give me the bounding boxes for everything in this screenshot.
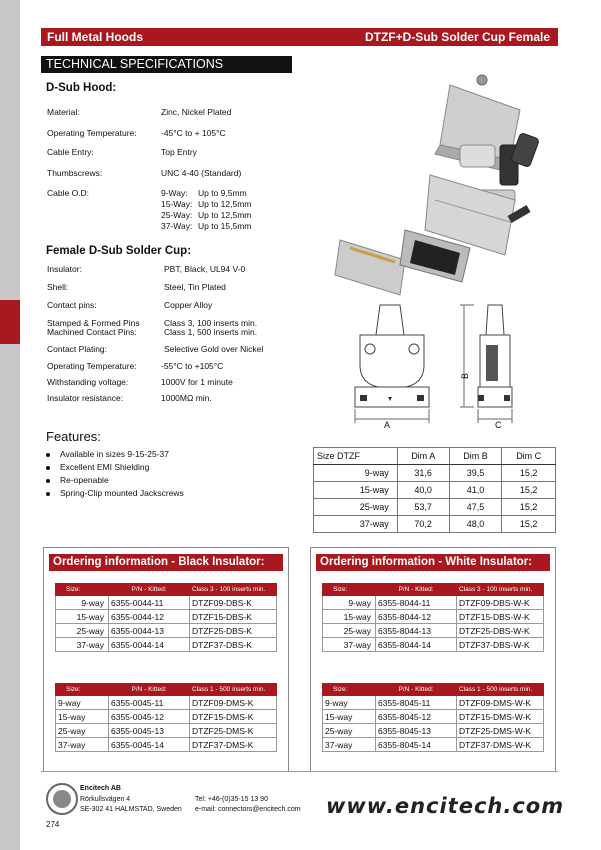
- table-cell: 31,6: [397, 465, 449, 482]
- table-cell: 6355-0045-13: [109, 724, 190, 738]
- table-header: P/N - Kitted:: [109, 684, 190, 696]
- spec-label: Shell:: [47, 282, 69, 292]
- table-cell: DTZF37-DMS-W-K: [457, 738, 544, 752]
- table-row: [314, 516, 556, 533]
- spec-value: Top Entry: [161, 147, 197, 157]
- spec-label: Withstanding voltage:: [47, 377, 129, 387]
- table-row: [56, 596, 277, 610]
- spec-label: Insulator:: [47, 264, 82, 274]
- table-cell: 6355-8044-13: [376, 624, 457, 638]
- certification-logo-inner: [53, 790, 71, 808]
- footer-city: SE-302 41 HALMSTAD, Sweden: [80, 806, 182, 813]
- table-cell: 6355-0044-14: [109, 638, 190, 652]
- spec-value: PBT, Black, UL94 V-0: [164, 264, 246, 274]
- spec-value: Steel, Tin Plated: [164, 282, 226, 292]
- hood-title: D-Sub Hood:: [46, 82, 117, 94]
- table-cell: 6355-8045-11: [376, 696, 457, 710]
- spec-value: Class 1, 500 inserts min.: [164, 327, 258, 337]
- tech-spec-heading: [41, 56, 292, 73]
- table-row: [323, 610, 544, 624]
- table-header: Size DTZF: [314, 448, 398, 465]
- table-cell: DTZF15-DMS-W-K: [457, 710, 544, 724]
- spec-label: Material:: [47, 107, 80, 117]
- table-cell: 6355-0045-11: [109, 696, 190, 710]
- feature-text: Available in sizes 9-15-25-37: [60, 449, 169, 459]
- table-header: Class 3 - 100 inserts min.: [457, 584, 544, 596]
- cable-od-way: 15-Way:: [161, 199, 193, 209]
- table-cell: DTZF37-DBS-W-K: [457, 638, 544, 652]
- table-row: [323, 624, 544, 638]
- spec-value: Zinc, Nickel Plated: [161, 107, 232, 117]
- table-row: [323, 696, 544, 710]
- dimensions-table: [313, 447, 556, 533]
- table-header-row: [56, 684, 277, 696]
- table-cell: 6355-0044-12: [109, 610, 190, 624]
- spec-label: Contact pins:: [47, 300, 97, 310]
- table-cell: DTZF25-DBS-W-K: [457, 624, 544, 638]
- dim-b-label: B: [460, 372, 471, 380]
- table-cell: 48,0: [449, 516, 502, 533]
- table-row: [56, 610, 277, 624]
- cable-od-value: Up to 12,5mm: [198, 199, 252, 209]
- table-cell: 6355-0044-13: [109, 624, 190, 638]
- table-cell: 6355-8044-14: [376, 638, 457, 652]
- spec-value: Copper Alloy: [164, 300, 213, 310]
- table-cell: 6355-8045-13: [376, 724, 457, 738]
- table-cell: 6355-8045-14: [376, 738, 457, 752]
- ordering-white-class1-table: [322, 683, 544, 752]
- table-cell: 9-way: [323, 696, 376, 710]
- ordering-white-title: Ordering information - White Insulator:: [320, 556, 533, 568]
- front-view: [355, 305, 429, 407]
- table-cell: 6355-8044-11: [376, 596, 457, 610]
- ordering-black-class3-table: [55, 583, 277, 652]
- dsub-connector-image: [335, 230, 470, 295]
- table-row: [314, 482, 556, 499]
- bullet-icon: [46, 453, 50, 457]
- table-cell: 15-way: [314, 482, 398, 499]
- spec-label: Machined Contact Pins:: [47, 327, 137, 337]
- bullet-icon: [46, 479, 50, 483]
- table-cell: 37-way: [323, 638, 376, 652]
- sidebar-red-marker: [0, 300, 20, 344]
- cup-title: Female D-Sub Solder Cup:: [46, 245, 192, 257]
- features-title: Features:: [46, 429, 101, 444]
- table-cell: 70,2: [397, 516, 449, 533]
- table-cell: 37-way: [56, 638, 109, 652]
- table-header-row: [323, 684, 544, 696]
- spec-label: Thumbscrews:: [47, 168, 103, 178]
- feature-item: [46, 475, 109, 485]
- table-row: [323, 596, 544, 610]
- spec-label: Cable Entry:: [47, 147, 94, 157]
- spec-value: -45°C to + 105°C: [161, 128, 226, 138]
- table-cell: DTZF25-DMS-K: [190, 724, 277, 738]
- table-cell: 9-way: [56, 596, 109, 610]
- table-header: P/N - Kitted:: [376, 584, 457, 596]
- table-cell: 15,2: [502, 516, 556, 533]
- table-cell: 6355-8044-12: [376, 610, 457, 624]
- ordering-black-box: [43, 547, 289, 772]
- table-cell: 6355-0044-11: [109, 596, 190, 610]
- spec-value: Class 3, 100 inserts min.: [164, 318, 258, 328]
- table-header: Dim B: [449, 448, 502, 465]
- footer-email[interactable]: e-mail: connectors@encitech.com: [195, 806, 301, 813]
- spec-value: UNC 4-40 (Standard): [161, 168, 242, 178]
- table-cell: 15-way: [56, 610, 109, 624]
- table-header: Class 3 - 100 inserts min.: [190, 584, 277, 596]
- ordering-white-box: [310, 547, 556, 772]
- spec-label: Insulator resistance:: [47, 393, 124, 403]
- spec-label: Contact Plating:: [47, 344, 108, 354]
- cable-od-value: Up to 15,5mm: [198, 221, 252, 231]
- ordering-white-class3-table: [322, 583, 544, 652]
- table-row: [323, 638, 544, 652]
- table-cell: DTZF37-DBS-K: [190, 638, 277, 652]
- table-header: Dim A: [397, 448, 449, 465]
- footer-divider: [41, 771, 558, 772]
- table-cell: 15-way: [323, 710, 376, 724]
- table-cell: DTZF25-DMS-W-K: [457, 724, 544, 738]
- table-row: [314, 465, 556, 482]
- tech-spec-heading-text: TECHNICAL SPECIFICATIONS: [46, 57, 224, 71]
- spec-label: Operating Temperature:: [47, 128, 137, 138]
- table-cell: 37-way: [323, 738, 376, 752]
- table-header: Size:: [323, 684, 376, 696]
- table-header: Dim C: [502, 448, 556, 465]
- page-header-bar: [41, 28, 558, 46]
- table-cell: 9-way: [323, 596, 376, 610]
- table-cell: 40,0: [397, 482, 449, 499]
- table-cell: 15,2: [502, 465, 556, 482]
- feature-item: [46, 449, 169, 459]
- table-cell: 15-way: [323, 610, 376, 624]
- dim-c-label: C: [495, 420, 502, 430]
- table-header-row: [323, 584, 544, 596]
- ordering-black-title: Ordering information - Black Insulator:: [53, 556, 265, 568]
- table-header: Size:: [323, 584, 376, 596]
- table-row: [56, 710, 277, 724]
- table-row: [56, 624, 277, 638]
- table-cell: DTZF09-DMS-W-K: [457, 696, 544, 710]
- spec-value: 1000MΩ min.: [161, 393, 212, 403]
- feature-item: [46, 488, 184, 498]
- spec-value: Selective Gold over Nickel: [164, 344, 264, 354]
- page-number: 274: [46, 820, 60, 829]
- table-header-row: [56, 584, 277, 596]
- cable-od-value: Up to 9,5mm: [198, 188, 247, 198]
- header-category: Full Metal Hoods: [47, 30, 143, 44]
- table-cell: DTZF25-DBS-K: [190, 624, 277, 638]
- spec-value: 1000V for 1 minute: [161, 377, 233, 387]
- table-row: [323, 724, 544, 738]
- table-cell: DTZF09-DBS-K: [190, 596, 277, 610]
- table-row: [323, 710, 544, 724]
- table-cell: 15-way: [56, 710, 109, 724]
- spec-value: -55°C to +105°C: [161, 361, 224, 371]
- left-sidebar-strip: [0, 0, 20, 850]
- table-header: P/N - Kitted:: [109, 584, 190, 596]
- cable-od-way: 25-Way:: [161, 210, 193, 220]
- table-row: [314, 499, 556, 516]
- bullet-icon: [46, 492, 50, 496]
- table-cell: 37-way: [314, 516, 398, 533]
- dim-a-label: A: [384, 420, 391, 430]
- table-header: Class 1 - 500 inserts min.: [190, 684, 277, 696]
- table-row: [56, 724, 277, 738]
- table-row: [56, 638, 277, 652]
- table-header: Size:: [56, 584, 109, 596]
- table-row: [56, 696, 277, 710]
- feature-item: [46, 462, 149, 472]
- side-view: [478, 305, 512, 407]
- table-cell: 25-way: [56, 724, 109, 738]
- bullet-icon: [46, 466, 50, 470]
- table-cell: 15,2: [502, 499, 556, 516]
- table-header-row: [314, 448, 556, 465]
- feature-text: Re-openable: [60, 475, 109, 485]
- table-cell: DTZF15-DMS-K: [190, 710, 277, 724]
- table-cell: 6355-0045-12: [109, 710, 190, 724]
- table-cell: 9-way: [56, 696, 109, 710]
- table-header: Class 1 - 500 inserts min.: [457, 684, 544, 696]
- feature-text: Excellent EMI Shielding: [60, 462, 150, 472]
- table-cell: 15,2: [502, 482, 556, 499]
- table-cell: 6355-0045-14: [109, 738, 190, 752]
- certification-logo-icon: [46, 783, 78, 815]
- spec-label: Stamped & Formed Pins: [47, 318, 140, 328]
- footer-company: Encitech AB: [80, 785, 121, 792]
- table-cell: 47,5: [449, 499, 502, 516]
- table-row: [56, 738, 277, 752]
- footer-street: Rörkullsvägen 4: [80, 796, 131, 803]
- spec-label: Operating Temperature:: [47, 361, 137, 371]
- cable-od-value: Up to 12,5mm: [198, 210, 252, 220]
- table-cell: DTZF37-DMS-K: [190, 738, 277, 752]
- table-cell: DTZF15-DBS-K: [190, 610, 277, 624]
- feature-text: Spring-Clip mounted Jackscrews: [60, 488, 184, 498]
- table-cell: 53,7: [397, 499, 449, 516]
- cable-od-way: 37-Way:: [161, 221, 193, 231]
- ordering-black-class1-table: [55, 683, 277, 752]
- spec-label: Cable O.D:: [47, 188, 90, 198]
- footer-tel: Tel: +46-(0)35-15 13 90: [195, 796, 268, 803]
- table-row: [323, 738, 544, 752]
- table-cell: 25-way: [323, 624, 376, 638]
- table-cell: 25-way: [323, 724, 376, 738]
- table-cell: 6355-8045-12: [376, 710, 457, 724]
- product-exploded-illustration: [310, 50, 560, 310]
- table-cell: DTZF09-DBS-W-K: [457, 596, 544, 610]
- ordering-black-title-bar: [49, 554, 283, 571]
- cable-od-way: 9-Way:: [161, 188, 188, 198]
- header-product: DTZF+D-Sub Solder Cup Female: [364, 30, 550, 44]
- table-header: P/N - Kitted:: [376, 684, 457, 696]
- table-cell: 41,0: [449, 482, 502, 499]
- table-cell: DTZF09-DMS-K: [190, 696, 277, 710]
- table-cell: DTZF15-DBS-W-K: [457, 610, 544, 624]
- table-cell: 39,5: [449, 465, 502, 482]
- table-cell: 9-way: [314, 465, 398, 482]
- table-cell: 25-way: [56, 624, 109, 638]
- table-cell: 25-way: [314, 499, 398, 516]
- table-header: Size:: [56, 684, 109, 696]
- website-link[interactable]: www.encitech.com: [326, 794, 565, 818]
- ordering-white-title-bar: [316, 554, 550, 571]
- table-cell: 37-way: [56, 738, 109, 752]
- dimension-drawing: [340, 295, 540, 435]
